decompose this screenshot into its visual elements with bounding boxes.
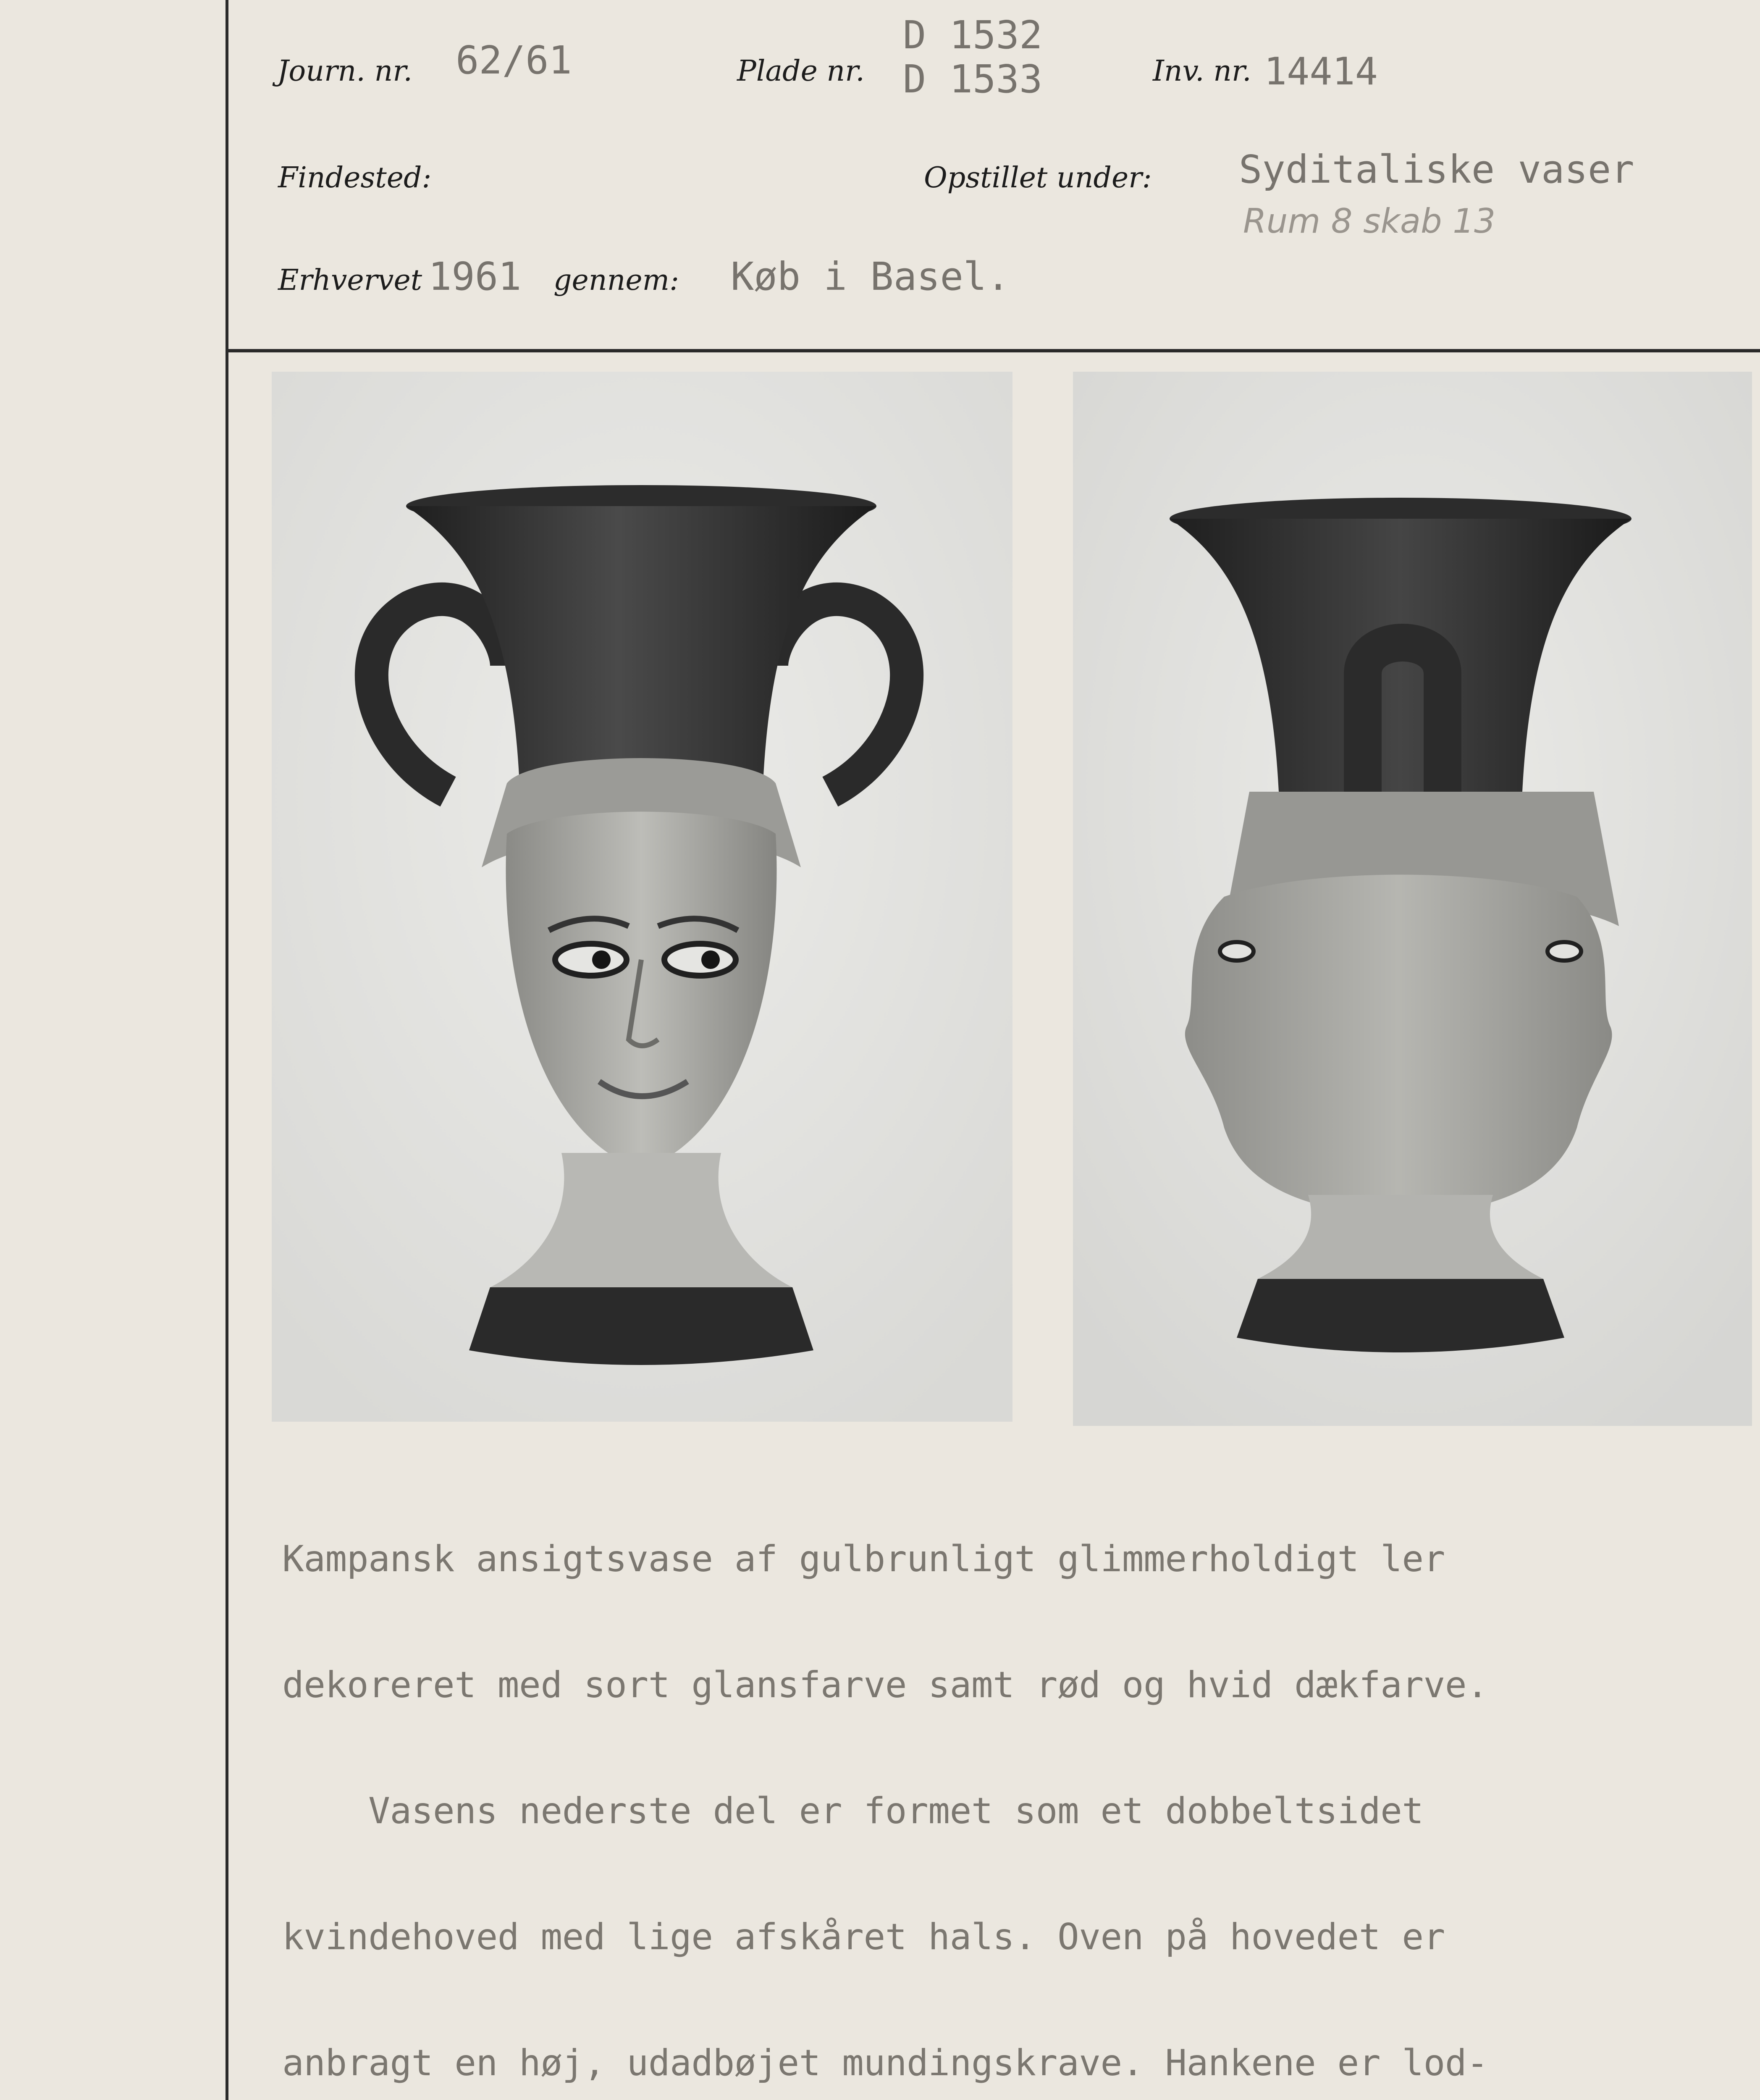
inv-label: Inv. nr. [1153, 55, 1251, 88]
journ-label: Journ. nr. [277, 55, 412, 88]
inv-value: 14414 [1264, 50, 1378, 94]
description-line: Kampansk ansigtsvase af gulbrunligt glimmerholdigt ler [282, 1538, 1445, 1580]
plade-value-1: D 1532 [903, 13, 1043, 58]
erhvervet-year: 1961 [428, 254, 522, 299]
plade-value-2: D 1533 [903, 57, 1043, 102]
gennem-value: Køb i Basel. [731, 254, 1010, 299]
vase-front-illustration [272, 372, 1012, 1422]
opstillet-handwritten-note: Rum 8 skab 13 [1243, 202, 1496, 241]
opstillet-label: Opstillet under: [924, 161, 1152, 194]
description-text [282, 1454, 1731, 2100]
erhvervet-label: Erhvervet [278, 264, 422, 297]
card-left-rule [226, 0, 228, 2100]
photo-side-view [1073, 372, 1752, 1426]
description-line: Vasens nederste del er formet som et dobbeltsidet [282, 1790, 1424, 1832]
opstillet-value: Syditaliske vaser [1239, 147, 1634, 192]
photo-front-view [272, 372, 1012, 1422]
header-divider [228, 349, 1760, 352]
findested-label: Findested: [278, 161, 432, 194]
description-line: kvindehoved med lige afskåret hals. Oven på hovedet er [282, 1916, 1445, 1958]
description-line: anbragt en høj, udadbøjet mundingskrave. Hankene er lod- [282, 2042, 1488, 2084]
journ-value: 62/61 [456, 38, 572, 83]
vase-side-illustration [1073, 372, 1752, 1426]
plade-label: Plade nr. [737, 55, 865, 88]
gennem-label: gennem: [553, 264, 679, 297]
description-line: dekoreret med sort glansfarve samt rød og hvid dækfarve. [282, 1664, 1488, 1706]
